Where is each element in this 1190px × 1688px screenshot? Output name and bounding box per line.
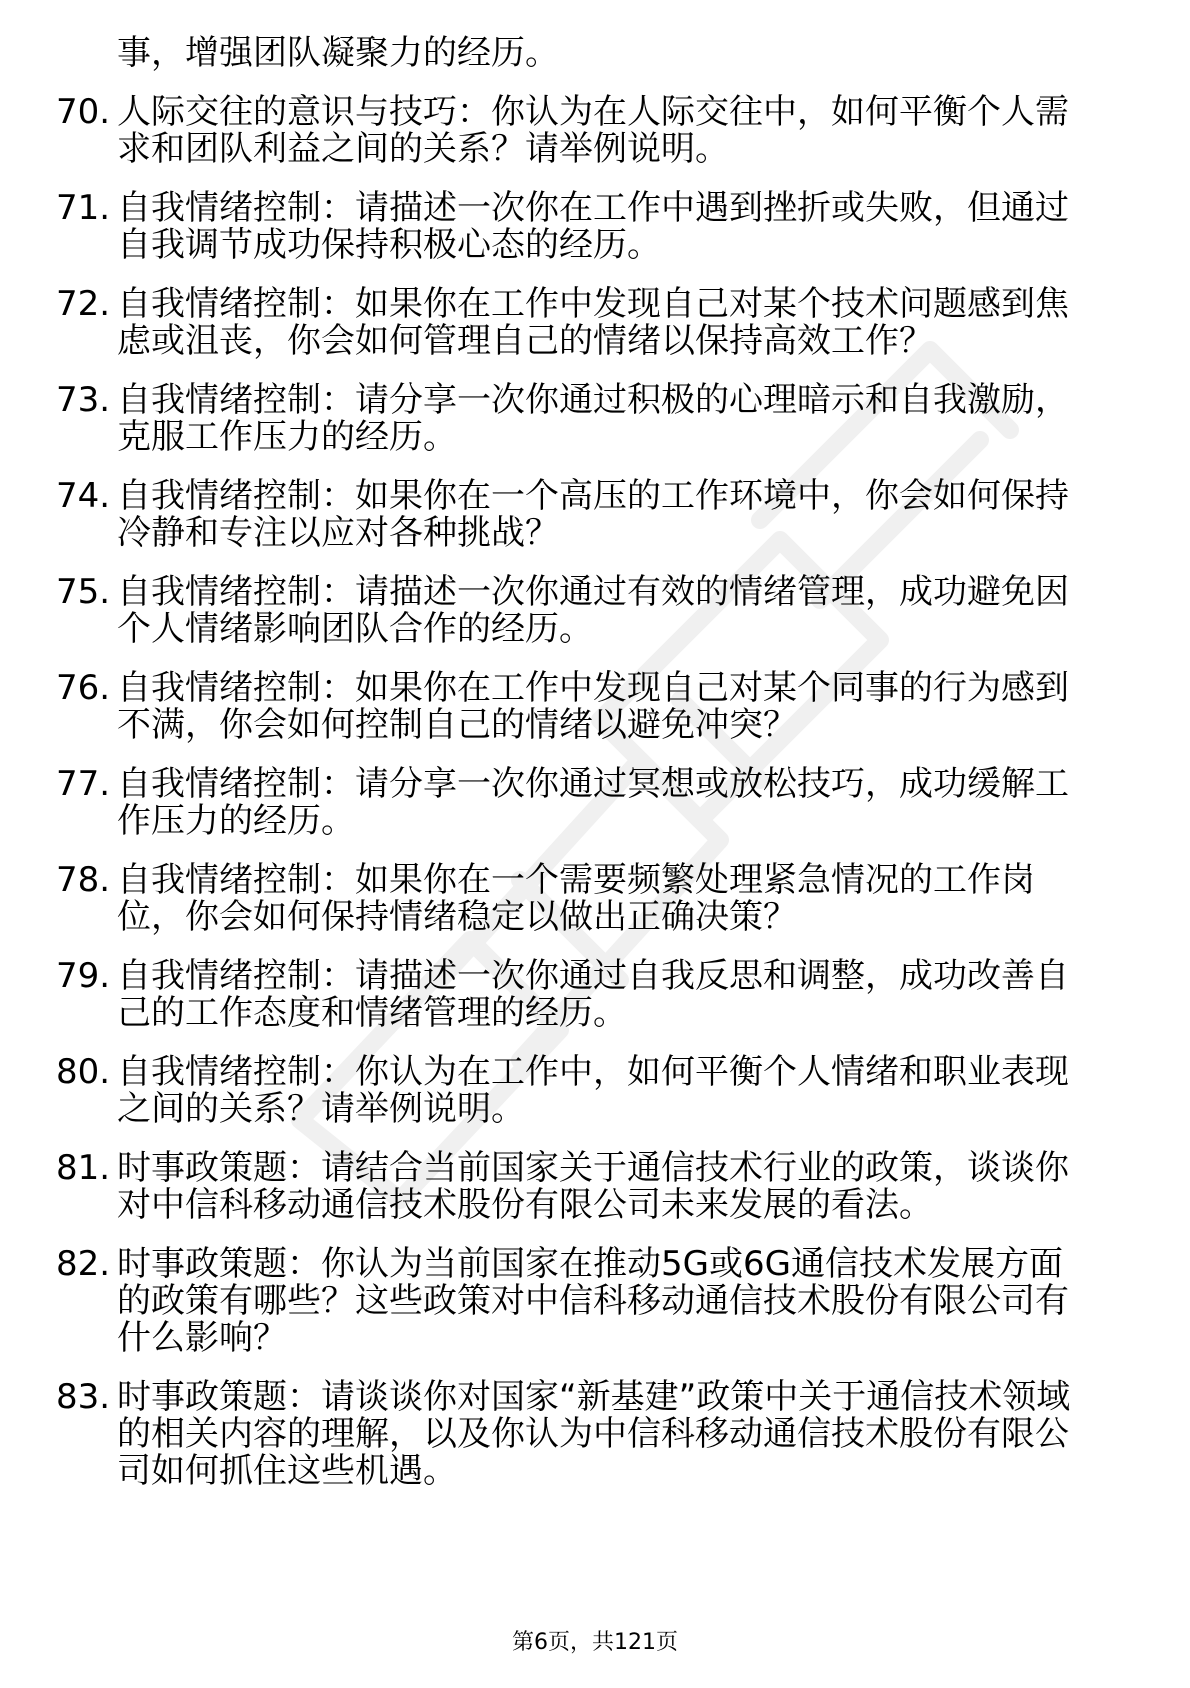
item-text-line: 虑或沮丧，你会如何管理自己的情绪以保持高效工作？	[117, 321, 933, 361]
item-number: 83.	[56, 1377, 111, 1417]
item-number: 70.	[56, 92, 111, 132]
item-text-line: 自我情绪控制：如果你在一个高压的工作环境中，你会如何保持	[117, 476, 1069, 516]
item-number: 77.	[56, 764, 111, 804]
item-text-line: 自我情绪控制：如果你在工作中发现自己对某个技术问题感到焦	[117, 284, 1069, 324]
item-text-line: 自我情绪控制：请描述一次你通过有效的情绪管理，成功避免因	[117, 572, 1069, 612]
item-text-line: 的相关内容的理解，以及你认为中信科移动通信技术股份有限公	[117, 1414, 1069, 1454]
item-text-line: 时事政策题：请谈谈你对国家“新基建”政策中关于通信技术领域	[117, 1377, 1071, 1417]
page-footer: 第6页，共121页	[512, 1630, 678, 1655]
item-text-line: 对中信科移动通信技术股份有限公司未来发展的看法。	[117, 1185, 933, 1225]
item-text-line: 位，你会如何保持情绪稳定以做出正确决策？	[117, 897, 797, 937]
item-text-line: 己的工作态度和情绪管理的经历。	[117, 993, 627, 1033]
item-text-line: 个人情绪影响团队合作的经历。	[117, 609, 593, 649]
item-number: 72.	[56, 284, 111, 324]
item-number: 71.	[56, 188, 111, 228]
item-text-line: 之间的关系？请举例说明。	[117, 1089, 525, 1129]
item-text-line: 什么影响？	[117, 1318, 287, 1358]
item-number: 76.	[56, 668, 111, 708]
item-text-line: 求和团队利益之间的关系？请举例说明。	[117, 129, 729, 169]
item-number: 79.	[56, 956, 111, 996]
item-number: 73.	[56, 380, 111, 420]
item-text-line: 自我情绪控制：你认为在工作中，如何平衡个人情绪和职业表现	[117, 1052, 1069, 1092]
item-text-line: 自我情绪控制：如果你在工作中发现自己对某个同事的行为感到	[117, 668, 1069, 708]
item-number: 81.	[56, 1148, 111, 1188]
item-text-line: 克服工作压力的经历。	[117, 417, 457, 457]
item-number: 82.	[56, 1244, 111, 1284]
item-text-line: 时事政策题：请结合当前国家关于通信技术行业的政策，谈谈你	[117, 1148, 1069, 1188]
item-text-line: 自我情绪控制：请分享一次你通过积极的心理暗示和自我激励，	[117, 380, 1069, 420]
item-number: 80.	[56, 1052, 111, 1092]
item-text-line: 时事政策题：你认为当前国家在推动5G或6G通信技术发展方面	[117, 1244, 1063, 1284]
item-text-line: 自我情绪控制：请分享一次你通过冥想或放松技巧，成功缓解工	[117, 764, 1069, 804]
item-text-line: 的政策有哪些？这些政策对中信科移动通信技术股份有限公司有	[117, 1281, 1069, 1321]
item-text-line: 自我情绪控制：如果你在一个需要频繁处理紧急情况的工作岗	[117, 860, 1035, 900]
item-text-line: 自我情绪控制：请描述一次你在工作中遇到挫折或失败，但通过	[117, 188, 1069, 228]
item-number: 75.	[56, 572, 111, 612]
item-text-line: 冷静和专注以应对各种挑战？	[117, 513, 559, 553]
item-text-line: 自我调节成功保持积极心态的经历。	[117, 225, 661, 265]
item-text-line: 作压力的经历。	[117, 801, 355, 841]
continuation-line: 事，增强团队凝聚力的经历。	[117, 33, 559, 73]
item-number: 74.	[56, 476, 111, 516]
item-number: 78.	[56, 860, 111, 900]
item-text-line: 司如何抓住这些机遇。	[117, 1451, 457, 1491]
item-text-line: 自我情绪控制：请描述一次你通过自我反思和调整，成功改善自	[117, 956, 1069, 996]
item-text-line: 不满，你会如何控制自己的情绪以避免冲突？	[117, 705, 797, 745]
item-text-line: 人际交往的意识与技巧：你认为在人际交往中，如何平衡个人需	[117, 92, 1069, 132]
